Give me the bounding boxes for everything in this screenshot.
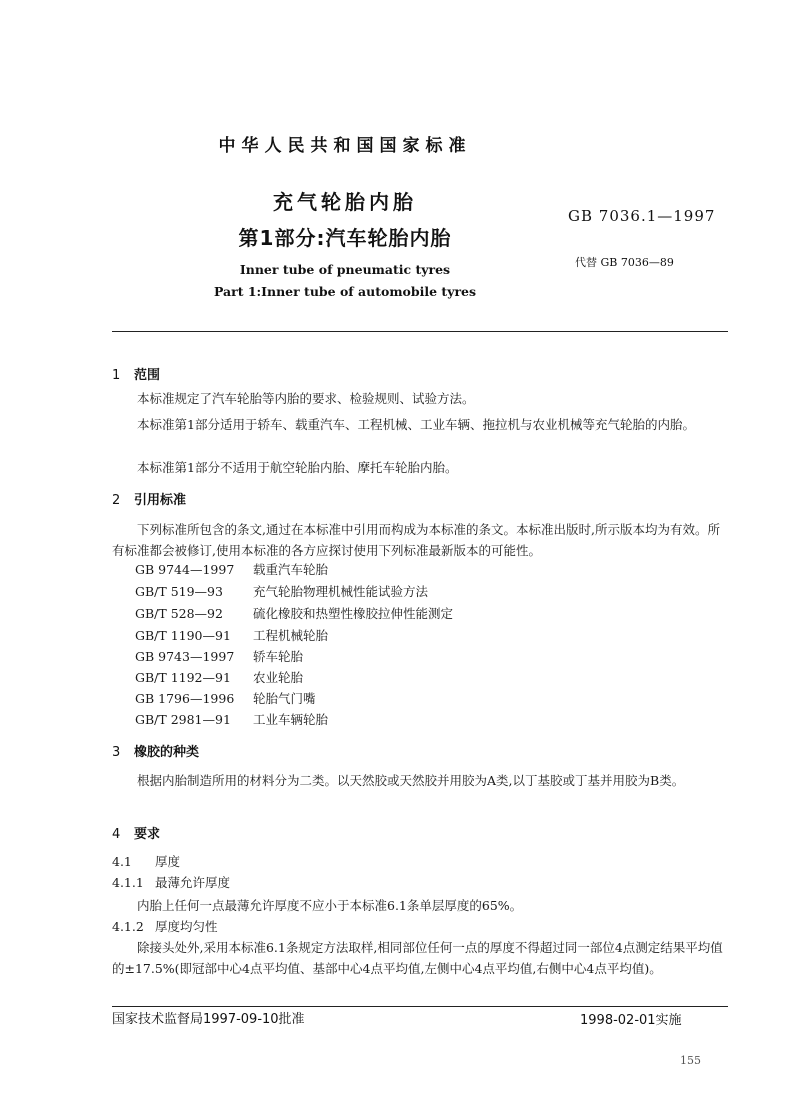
replaces-standard: 代替 GB 7036—89: [575, 256, 674, 269]
reference-code: GB 9743—1997: [135, 649, 235, 664]
implementation-date: 1998-02-01实施: [580, 1013, 682, 1028]
reference-name: 轿车轮胎: [253, 649, 304, 664]
reference-item: [135, 604, 453, 622]
subsection-4-1-1-heading: [112, 873, 230, 891]
reference-name: 轮胎气门嘴: [253, 691, 316, 706]
reference-code: GB/T 1192—91: [135, 670, 231, 685]
subsection-number: 4.1.1: [112, 875, 144, 890]
reference-code: GB/T 528—92: [135, 606, 223, 621]
document-subtitle-en: Part 1:Inner tube of automobile tyres: [213, 284, 477, 299]
reference-code: GB 1796—1996: [135, 691, 235, 706]
section-number: 2: [112, 493, 121, 508]
reference-name: 充气轮胎物理机械性能试验方法: [253, 584, 429, 599]
reference-item: [135, 668, 303, 686]
paragraph: 下列标准所包含的条文,通过在本标准中引用而构成为本标准的条文。本标准出版时,所示版本均为有效。所有标准都会被修订,使用本标准的各方应探讨使用下列标准最新版本的可能性。: [112, 522, 720, 558]
reference-name: 载重汽车轮胎: [253, 562, 329, 577]
subsection-number: 4.1: [112, 854, 132, 869]
footer-divider: [112, 1006, 728, 1007]
reference-item: [135, 689, 316, 707]
section-number: 1: [112, 368, 121, 383]
subsection-4-1-2-heading: [112, 917, 218, 935]
reference-item: [135, 647, 303, 665]
section-number: 4: [112, 827, 121, 842]
section-title: 要求: [134, 827, 161, 842]
section-title: 范围: [134, 368, 161, 383]
section-title: 引用标准: [134, 493, 187, 508]
subsection-title: 最薄允许厚度: [155, 875, 231, 890]
reference-item: [135, 710, 328, 728]
standard-number: GB 7036.1—1997: [568, 207, 716, 225]
reference-name: 硫化橡胶和热塑性橡胶拉伸性能测定: [253, 606, 454, 621]
approval-line: 国家技术监督局1997-09-10批准: [112, 1012, 305, 1027]
section-3-heading: [112, 741, 199, 760]
section-number: 3: [112, 745, 121, 760]
paragraph: 内胎上任何一点最薄允许厚度不应小于本标准6.1条单层厚度的65%。: [137, 898, 523, 913]
reference-code: GB/T 1190—91: [135, 628, 231, 643]
paragraph: 本标准第1部分不适用于航空轮胎内胎、摩托车轮胎内胎。: [137, 460, 458, 475]
subsection-4-1-heading: [112, 852, 180, 870]
reference-code: GB/T 519—93: [135, 584, 223, 599]
paragraph: 本标准第1部分适用于轿车、载重汽车、工程机械、工业车辆、拖拉机与农业机械等充气轮胎的内胎。: [137, 417, 695, 432]
document-title-cn: 充气轮胎内胎: [273, 190, 417, 214]
section-4-heading: [112, 823, 160, 842]
document-title-en: Inner tube of pneumatic tyres: [239, 262, 451, 277]
reference-item: [135, 582, 428, 600]
subsection-number: 4.1.2: [112, 919, 144, 934]
subsection-title: 厚度均匀性: [155, 919, 218, 934]
reference-item: [135, 626, 328, 644]
page-number: 155: [680, 1054, 701, 1067]
reference-code: GB/T 2981—91: [135, 712, 231, 727]
reference-name: 工业车辆轮胎: [253, 712, 329, 727]
reference-code: GB 9744—1997: [135, 562, 235, 577]
section-title: 橡胶的种类: [134, 745, 200, 760]
header-divider: [112, 331, 728, 332]
reference-name: 工程机械轮胎: [253, 628, 329, 643]
document-subtitle-cn: 第1部分:汽车轮胎内胎: [238, 226, 452, 250]
national-standard-heading: 中华人民共和国国家标准: [218, 136, 472, 156]
paragraph: 除接头处外,采用本标准6.1条规定方法取样,相同部位任何一点的厚度不得超过同一部位4点测定结果平均值的±17.5%(即冠部中心4点平均值、基部中心4点平均值,左侧中心4点平均值,右侧中心4点平均值)。: [112, 940, 723, 976]
reference-item: [135, 560, 328, 578]
subsection-title: 厚度: [155, 854, 181, 869]
paragraph: 根据内胎制造所用的材料分为二类。以天然胶或天然胶并用胶为A类,以丁基胶或丁基并用胶为B类。: [137, 773, 685, 788]
reference-name: 农业轮胎: [253, 670, 304, 685]
section-2-heading: [112, 489, 186, 508]
paragraph: 本标准规定了汽车轮胎等内胎的要求、检验规则、试验方法。: [137, 391, 475, 406]
section-1-heading: [112, 364, 160, 383]
